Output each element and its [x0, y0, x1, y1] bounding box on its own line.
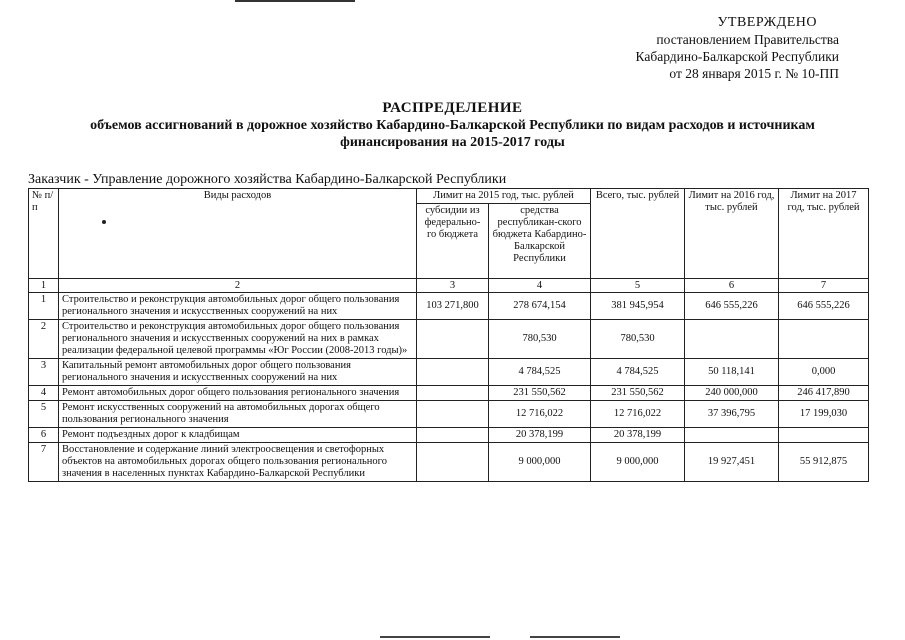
row-republic: 231 550,562 — [489, 386, 591, 401]
scan-artifact-line — [530, 636, 620, 638]
row-description: Ремонт автомобильных дорог общего пользования регионального значения — [59, 386, 417, 401]
row-2016: 37 396,795 — [685, 401, 779, 428]
header-federal-subsidy: субсидии из федерально-го бюджета — [417, 204, 489, 279]
row-num: 4 — [29, 386, 59, 401]
header-num: № п/п — [29, 189, 59, 279]
row-2017: 17 199,030 — [779, 401, 869, 428]
table-row — [29, 320, 869, 359]
row-republic: 12 716,022 — [489, 401, 591, 428]
table-row — [29, 386, 869, 401]
row-num: 5 — [29, 401, 59, 428]
header-row-1 — [29, 189, 869, 204]
row-2017: 55 912,875 — [779, 443, 869, 482]
row-republic: 4 784,525 — [489, 359, 591, 386]
row-federal — [417, 428, 489, 443]
header-expense-type — [59, 189, 417, 279]
approval-line-4: от 28 января 2015 г. № 10-ПП — [669, 66, 839, 81]
row-description: Строительство и реконструкция автомобильных дорог общего пользования регионального значения и искусственных сооружений на них в рамках реализации федеральной целевой программы «Юг России (2008-2013 годы)» — [59, 320, 417, 359]
approval-line-2: постановлением Правительства — [656, 32, 839, 47]
table-row — [29, 293, 869, 320]
col-number: 6 — [685, 279, 779, 293]
header-limit-2016: Лимит на 2016 год, тыс. рублей — [685, 189, 779, 279]
row-total: 381 945,954 — [591, 293, 685, 320]
customer-line: Заказчик - Управление дорожного хозяйства Кабардино-Балкарской Республики — [28, 172, 507, 187]
row-2016: 19 927,451 — [685, 443, 779, 482]
table-row — [29, 401, 869, 428]
scan-dot — [102, 220, 106, 224]
row-federal — [417, 320, 489, 359]
row-total: 9 000,000 — [591, 443, 685, 482]
header-expense-type-label: Виды расходов — [203, 190, 272, 201]
scan-artifact-line — [380, 636, 490, 638]
row-num: 3 — [29, 359, 59, 386]
row-num: 7 — [29, 443, 59, 482]
header-republic-funds: средства республикан-ского бюджета Кабардино-Балкарской Республики — [489, 204, 591, 279]
row-total: 231 550,562 — [591, 386, 685, 401]
row-federal — [417, 359, 489, 386]
row-2017: 0,000 — [779, 359, 869, 386]
row-description: Восстановление и содержание линий электроосвещения и светофорных объектов на автомобильных дорогах общего пользования регионального значения в населенных пунктах Кабардино-Балкарской Республики — [59, 443, 417, 482]
col-number: 2 — [59, 279, 417, 293]
row-num: 1 — [29, 293, 59, 320]
header-limit-2015: Лимит на 2015 год, тыс. рублей — [417, 189, 591, 204]
table-row — [29, 443, 869, 482]
document-title — [0, 100, 905, 151]
col-number: 5 — [591, 279, 685, 293]
scan-artifact-line — [235, 0, 355, 2]
row-federal — [417, 443, 489, 482]
row-2016: 240 000,000 — [685, 386, 779, 401]
row-total: 780,530 — [591, 320, 685, 359]
col-number: 7 — [779, 279, 869, 293]
col-number: 3 — [417, 279, 489, 293]
row-republic: 20 378,199 — [489, 428, 591, 443]
row-2016 — [685, 428, 779, 443]
row-2017 — [779, 428, 869, 443]
header-limit-2017: Лимит на 2017 год, тыс. рублей — [779, 189, 869, 279]
row-federal — [417, 401, 489, 428]
row-2017 — [779, 320, 869, 359]
header-total: Всего, тыс. рублей — [591, 189, 685, 279]
row-total: 4 784,525 — [591, 359, 685, 386]
col-number: 4 — [489, 279, 591, 293]
col-number: 1 — [29, 279, 59, 293]
title-main: РАСПРЕДЕЛЕНИЕ — [382, 100, 523, 116]
row-2016: 50 118,141 — [685, 359, 779, 386]
row-total: 20 378,199 — [591, 428, 685, 443]
row-federal — [417, 386, 489, 401]
row-republic: 780,530 — [489, 320, 591, 359]
row-total: 12 716,022 — [591, 401, 685, 428]
title-subtitle-2: финансирования на 2015-2017 годы — [340, 135, 565, 150]
column-number-row — [29, 279, 869, 293]
row-2016 — [685, 320, 779, 359]
row-2017: 646 555,226 — [779, 293, 869, 320]
row-republic: 9 000,000 — [489, 443, 591, 482]
row-republic: 278 674,154 — [489, 293, 591, 320]
row-description: Ремонт подъездных дорог к кладбищам — [59, 428, 417, 443]
row-federal: 103 271,800 — [417, 293, 489, 320]
title-subtitle-1: объемов ассигнований в дорожное хозяйство Кабардино-Балкарской Республики по видам расходов и источникам — [90, 118, 815, 133]
row-description: Капитальный ремонт автомобильных дорог общего пользования регионального значения и искусственных сооружений на них — [59, 359, 417, 386]
row-num: 6 — [29, 428, 59, 443]
approval-line-3: Кабардино-Балкарской Республики — [635, 49, 839, 64]
approval-stamp — [636, 14, 839, 82]
row-description: Строительство и реконструкция автомобильных дорог общего пользования регионального значения и искусственных сооружений на них — [59, 293, 417, 320]
row-num: 2 — [29, 320, 59, 359]
row-2017: 246 417,890 — [779, 386, 869, 401]
row-description: Ремонт искусственных сооружений на автомобильных дорогах общего пользования регионального значения — [59, 401, 417, 428]
row-2016: 646 555,226 — [685, 293, 779, 320]
allocation-table — [28, 188, 869, 482]
table-row — [29, 359, 869, 386]
approval-heading: УТВЕРЖДЕНО — [717, 15, 817, 30]
table-row — [29, 428, 869, 443]
